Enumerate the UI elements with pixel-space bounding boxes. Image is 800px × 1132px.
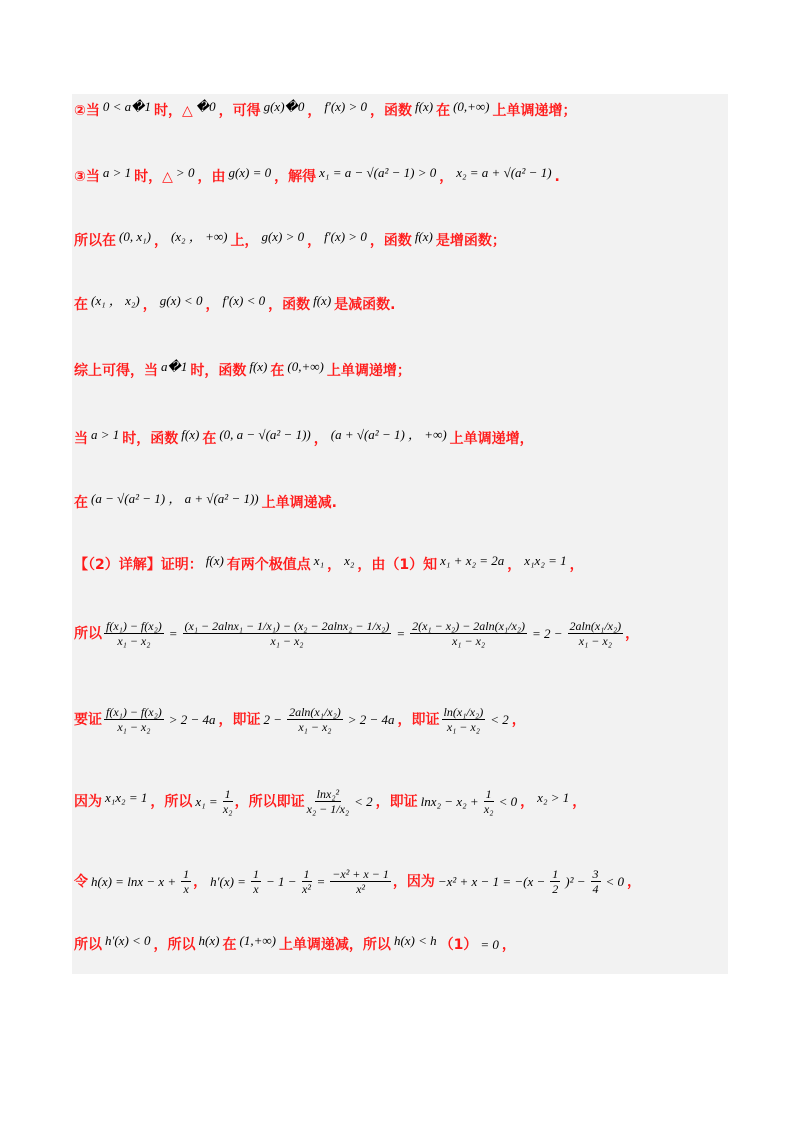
math-expression: (0, x₁) <box>119 229 151 244</box>
math-expression: g(x) < 0 <box>159 293 203 308</box>
red-text: 令 <box>74 874 88 890</box>
math-expression: (0,+∞) <box>287 359 324 374</box>
math-expression: < 0 <box>605 874 625 889</box>
math-expression: (x₂ ， +∞) <box>170 229 228 244</box>
fraction-denominator: x² <box>302 882 311 896</box>
math-expression: �0 <box>195 99 216 114</box>
math-expression: lnx₂ − x₂ + <box>420 794 479 809</box>
fraction-numerator: f(x₁) − f(x₂) <box>106 619 162 633</box>
math-expression: f(x) <box>313 293 332 308</box>
math-fraction <box>251 868 261 895</box>
red-text: ， <box>627 874 642 890</box>
red-text: 是减函数. <box>334 297 396 313</box>
red-text: ，由 <box>197 169 226 185</box>
solution-line-sum3 <box>74 492 337 510</box>
red-text: 在 <box>270 363 285 379</box>
fraction-numerator: 3 <box>592 867 599 881</box>
red-text: 时，△ <box>153 103 193 119</box>
fraction-denominator: x₁ − x₂ <box>451 634 486 648</box>
math-fraction <box>181 868 191 895</box>
red-text: ③当 <box>74 169 100 185</box>
red-text: 有两个极值点 <box>226 557 311 573</box>
red-text: ，所以 <box>150 794 193 810</box>
fraction-numerator: 1 <box>183 867 190 881</box>
red-text: 上单调递减，所以 <box>278 937 391 953</box>
math-expression: f′(x) < 0 <box>222 293 266 308</box>
fraction-denominator: x <box>183 882 189 896</box>
fraction-denominator: x₁ − x₂ <box>117 720 151 734</box>
math-expression: < 0 <box>498 794 518 809</box>
math-expression: = <box>168 626 178 641</box>
fraction-denominator: x₁ − x₂ <box>578 634 612 648</box>
red-text: ， <box>439 169 454 185</box>
red-text: ， <box>507 557 522 573</box>
fraction-numerator: (x₁ − 2alnx₁ − 1/x₁) − (x₂ − 2alnx₂ − 1/x₂) <box>184 619 390 633</box>
red-text: ，因为 <box>392 874 435 890</box>
red-text: 在 <box>202 431 217 447</box>
red-text: ，函数 <box>369 233 412 249</box>
math-fraction <box>307 788 349 815</box>
fraction-denominator: x₁ − x₂ <box>270 634 304 648</box>
fraction-numerator: 1 <box>485 787 492 801</box>
math-expression: x₁ + x₂ = 2a <box>440 553 505 568</box>
red-text: 当 <box>74 431 88 447</box>
red-text: . <box>554 169 560 185</box>
math-expression: x₁x₂ = 1 <box>105 790 148 805</box>
math-expression: x₂ > 1 <box>537 790 570 805</box>
math-expression: (a − √(a² − 1) ， a + √(a² − 1)) <box>91 491 259 506</box>
red-text: ，即证 <box>375 794 418 810</box>
fraction-denominator: 2 <box>552 882 559 896</box>
red-text: ，所以 <box>153 937 196 953</box>
fraction-numerator: 1 <box>252 867 259 881</box>
red-text: 在 <box>74 297 88 313</box>
red-text: 时，函数 <box>122 431 179 447</box>
fraction-numerator: lnx₂² <box>316 787 340 801</box>
math-expression: (1,+∞) <box>239 933 276 948</box>
math-expression: 0 < a�1 <box>102 99 151 114</box>
red-text: 因为 <box>74 794 102 810</box>
red-text: ，即证 <box>397 712 440 728</box>
fraction-denominator: x₁ − x₂ <box>298 720 332 734</box>
solution-line-inc <box>74 230 506 248</box>
red-text: 综上可得，当 <box>74 363 158 379</box>
math-expression: = 0 <box>480 937 499 952</box>
red-text: 【（2）详解】证明： <box>74 557 203 573</box>
math-expression: = <box>396 626 406 641</box>
red-text: ，所以即证 <box>234 794 305 810</box>
fraction-denominator: x₂ <box>483 802 494 816</box>
math-expression: − 1 − <box>265 874 297 889</box>
math-expression: )² − <box>565 874 586 889</box>
red-text: ， <box>307 233 322 249</box>
solution-line-case2 <box>74 100 577 118</box>
red-text: 所以在 <box>74 233 116 249</box>
fraction-numerator: 1 <box>552 867 559 881</box>
math-expression: g(x) > 0 <box>261 229 305 244</box>
fraction-denominator: x₁ − x₂ <box>117 634 151 648</box>
solution-line-final <box>74 934 516 952</box>
math-expression: > 2 − 4a <box>347 712 395 727</box>
math-expression: (x₁ ， x₂) <box>91 293 140 308</box>
red-text: 是增函数； <box>435 233 506 249</box>
math-fraction <box>591 868 601 895</box>
math-fraction <box>183 620 392 647</box>
red-text: 上单调递增； <box>326 363 411 379</box>
red-text: ， <box>501 937 516 953</box>
red-text: 上单调递增， <box>449 431 534 447</box>
fraction-denominator: x₁ − x₂ <box>446 720 480 734</box>
math-fraction <box>442 706 486 733</box>
math-expression: f(x) <box>205 553 224 568</box>
fraction-denominator: x² <box>356 882 366 896</box>
solution-line-yinwei <box>74 788 586 815</box>
math-expression: (0,+∞) <box>453 99 490 114</box>
red-text: ， <box>569 557 584 573</box>
solution-line-sum2 <box>74 428 534 446</box>
math-expression: f′(x) > 0 <box>324 99 368 114</box>
red-text: ②当 <box>74 103 100 119</box>
math-fraction <box>287 706 343 733</box>
solution-line-ling <box>74 868 641 895</box>
red-text: ，即证 <box>218 712 261 728</box>
math-expression: a�1 <box>161 359 188 374</box>
red-text: ，函数 <box>268 297 311 313</box>
math-expression: (a + √(a² − 1) ， +∞) <box>330 427 447 442</box>
math-expression: = 2 − <box>531 626 563 641</box>
math-expression: h(x) < h <box>393 933 437 948</box>
solution-line-dec <box>74 294 395 312</box>
math-expression: x₁ = a − √(a² − 1) > 0 <box>319 165 437 180</box>
math-expression: x₂ = a + √(a² − 1) <box>456 165 552 180</box>
math-fraction <box>330 868 391 895</box>
red-text: ，解得 <box>274 169 317 185</box>
red-text: ， <box>307 103 322 119</box>
fraction-numerator: 2aln(x₁/x₂) <box>289 705 341 719</box>
math-expression: f(x) <box>415 99 434 114</box>
math-expression: h′(x) < 0 <box>105 933 151 948</box>
solution-line-sum1 <box>74 360 411 378</box>
math-fraction <box>550 868 560 895</box>
red-text: （1） <box>439 937 478 953</box>
red-text: ，由（1）知 <box>357 557 438 573</box>
red-text: ， <box>511 712 526 728</box>
math-expression: f(x) <box>414 229 433 244</box>
math-expression: h(x) = lnx − x + <box>91 874 177 889</box>
math-expression: 2 − <box>263 712 283 727</box>
solution-line-part2 <box>74 554 584 572</box>
math-expression: f′(x) > 0 <box>324 229 367 244</box>
red-text: 要证 <box>74 712 102 728</box>
red-text: ， <box>153 233 168 249</box>
math-fraction <box>104 706 164 733</box>
red-text: ， <box>205 297 220 313</box>
red-text: 所以 <box>74 937 102 953</box>
red-text: 时，△ <box>134 169 173 185</box>
fraction-denominator: x₂ − 1/x₂ <box>306 802 350 816</box>
red-text: ， <box>327 557 342 573</box>
fraction-numerator: 2(x₁ − x₂) − 2aln(x₁/x₂) <box>412 619 525 633</box>
red-text: 在 <box>222 937 237 953</box>
math-expression: h(x) <box>198 933 220 948</box>
math-expression: −x² + x − 1 = −(x − <box>437 874 546 889</box>
solution-line-case3 <box>74 166 560 184</box>
red-text: ，可得 <box>218 103 261 119</box>
math-expression: g(x) = 0 <box>228 165 272 180</box>
math-expression: f(x) <box>249 359 268 374</box>
math-expression: > 0 <box>175 165 195 180</box>
math-fraction <box>302 868 312 895</box>
red-text: ， <box>142 297 157 313</box>
math-expression: x₂ <box>344 553 355 568</box>
math-expression: < 2 <box>490 712 509 727</box>
fraction-numerator: f(x₁) − f(x₂) <box>106 705 162 719</box>
math-expression: h′(x) = <box>210 874 246 889</box>
fraction-numerator: 1 <box>224 787 231 801</box>
red-text: ， <box>520 794 535 810</box>
red-text: 在 <box>74 495 88 511</box>
math-fraction <box>484 788 494 815</box>
math-expression: x₁ = <box>195 794 218 809</box>
red-text: ， <box>572 794 587 810</box>
math-fraction <box>410 620 527 647</box>
red-text: ， <box>313 431 328 447</box>
math-expression: = <box>316 874 326 889</box>
math-expression: (0, a − √(a² − 1)) <box>219 427 311 442</box>
math-expression: f(x) <box>181 427 200 442</box>
content-panel <box>72 94 728 974</box>
math-expression: x₁x₂ = 1 <box>524 553 567 568</box>
math-expression: a > 1 <box>102 165 132 180</box>
solution-line-yaozheng <box>74 706 526 733</box>
fraction-numerator: ln(x₁/x₂) <box>443 705 484 719</box>
red-text: ， <box>193 874 208 890</box>
red-text: 上单调递减. <box>261 495 337 511</box>
red-text: 在 <box>436 103 451 119</box>
fraction-numerator: 1 <box>303 867 310 881</box>
math-expression: > 2 − 4a <box>168 712 216 727</box>
math-expression: < 2 <box>354 794 373 809</box>
red-text: 所以 <box>74 626 102 642</box>
fraction-denominator: 4 <box>592 882 599 896</box>
fraction-numerator: 2aln(x₁/x₂) <box>569 619 622 633</box>
solution-line-suoyi <box>74 620 639 647</box>
red-text: 上单调递增； <box>492 103 577 119</box>
math-fraction <box>568 620 624 647</box>
red-text: ，函数 <box>370 103 413 119</box>
math-fraction <box>223 788 233 815</box>
red-text: ， <box>625 626 640 642</box>
fraction-denominator: x₂ <box>222 802 233 816</box>
math-expression: x₁ <box>313 553 325 568</box>
fraction-denominator: x <box>253 882 259 896</box>
red-text: 上， <box>230 233 259 249</box>
math-expression: g(x)�0 <box>263 99 305 114</box>
math-fraction <box>104 620 164 647</box>
red-text: 时，函数 <box>190 363 247 379</box>
math-expression: a > 1 <box>91 427 120 442</box>
fraction-numerator: −x² + x − 1 <box>332 867 389 881</box>
